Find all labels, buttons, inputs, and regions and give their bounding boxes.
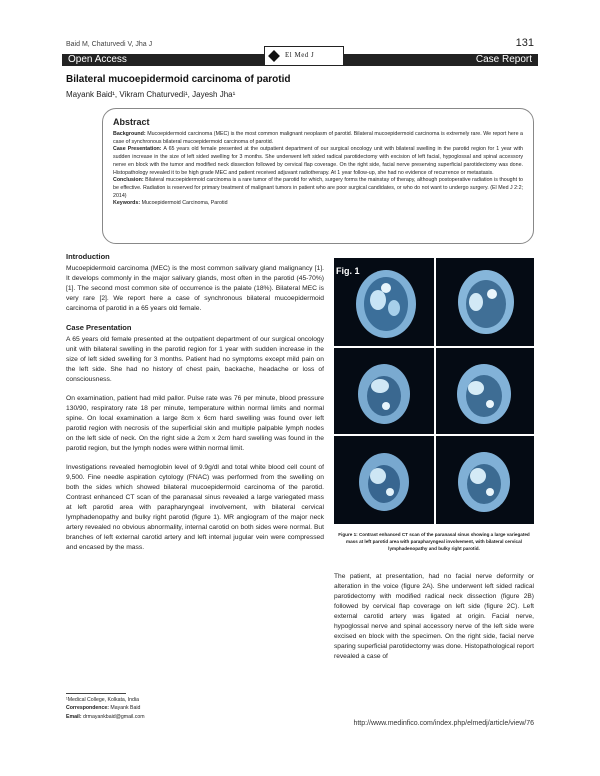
ct-scan-6 [436, 436, 534, 524]
case-paragraph-2: On examination, patient had mild pallor. Pulse rate was 76 per minute, blood pressure 130/90, respiratory rate 18 per minute, temperature within normal limits and normal spine. On local examination a large 8cm x 6cm hard swelling was found over left parotid region with necrosis of the superficial skin and multiple palpable lymph nodes on the left side of neck. On the right side a 2cm x 2cm hard swelling was found in the parotid region, but the lymph nodes were within normal limit. [66, 395, 324, 452]
correspondence-name: Mayank Baid [110, 705, 141, 712]
email-line [66, 713, 145, 721]
abstract-heading: Abstract [113, 117, 150, 127]
correspondence [66, 704, 145, 712]
ct-scan-4 [436, 348, 534, 434]
introduction-heading: Introduction [66, 252, 110, 261]
abstract-background [113, 131, 523, 146]
keywords-label: Keywords: [113, 200, 141, 207]
right-column-text: The patient, at presentation, had no facial nerve deformity or alteration in the voice (figure 2A). She underwent left sided radical parotidectomy with modified radical neck dissection (figure 2B) followed by cervical flap coverage on left side (figure 2C). Left external carotid artery was ligated at origin. Facial nerve, hypoglossal nerve and spinal accessory nerve of the left side were excised en block with the specimen. On the right side, facial nerve sparing superficial parotidectomy was done. Histopathological report revealed a case of [334, 573, 534, 660]
running-head-authors: Baid M, Chaturvedi V, Jha J [66, 41, 153, 48]
figure-caption: Figure 1: Contrast enhanced CT scan of the paranasal sinus showing a large variegated mass at left parotid area with parapharyngeal involvement, with bilateral cervical lymphadenopathy and bulky right parotid. [338, 532, 530, 551]
journal-logo-text: El Med J [285, 51, 315, 59]
case-paragraph-3: Investigations revealed hemoglobin level of 9.9g/dl and total white blood cell count of 9,500. Fine needle aspiration cytology (FNAC) was performed from the swelling on both the sides which showed bilateral mucoepidermoid carcinoma of the parotid. Contrast enhanced CT scan of the paranasal sinus revealed a large variegated mass at left parotid area with parapharyngeal involvement, with bilateral cervical lymphadenopathy and bulky right parotid (figure 1). MR angiogram of the major neck artery revealed no obvious abnormality, internal carotid on both sides were normal. But branches of left external carotid artery and left internal jugular vein were compressed and encased by the mass. [66, 464, 324, 551]
introduction-text: Mucoepidermoid carcinoma (MEC) is the most common salivary gland malignancy [1]. It develops commonly in the major salivary glands, most often in the parotid (45-70%) [1]. The second most common site of occurrence is the palate (18%). Bilateral MEC is very rare [2]. We report here a case of synchronous bilateral mucoepidermoid carcinoma of parotid in a 65 years old female. [66, 265, 324, 312]
background-label: Background: [113, 131, 146, 137]
affiliation: ¹Medical College, Kolkata, India [66, 697, 139, 703]
article-type-label: Case Report [475, 54, 532, 65]
case-paragraph-1: A 65 years old female presented at the outpatient department of our surgical oncology unit with bilateral swelling in the parotid region for 1 year with sudden increase in the size of left sided swelling for 3 months. Patient had no symptoms except mild pain on the left side. She had no history of chest pain, backache, headache or loss of consciousness. [66, 336, 324, 383]
ct-scan-3 [334, 348, 434, 434]
footnote-divider [66, 693, 126, 694]
left-column [66, 252, 324, 562]
conclusion-text: Bilateral mucoepidermoid carcinoma is a rare tumor of the parotid for which, surgery forms the mainstay of therapy, although postoperative radiation is thought to be effective. Radiation is reserved for primary treatment of malignant tumors in patient who are poor surgical candidates, or who do not want to undergo surgery. (El Med J 2:2; 2014) [113, 177, 523, 199]
email-label: Email: [66, 713, 82, 720]
email-address[interactable]: drmayankbaid@gmail.com [83, 713, 145, 720]
correspondence-label: Correspondence: [66, 705, 109, 712]
abstract-conclusion [113, 177, 523, 200]
article-title: Bilateral mucoepidermoid carcinoma of parotid [66, 74, 291, 85]
case-label: Case Presentation: [113, 146, 162, 153]
figure-1 [334, 258, 534, 524]
abstract-keywords [113, 200, 523, 208]
open-access-label: Open Access [68, 54, 127, 65]
journal-logo-icon [268, 50, 280, 62]
journal-logo [264, 46, 344, 66]
abstract-case [113, 146, 523, 177]
case-presentation-heading: Case Presentation [66, 323, 132, 332]
page-number: 131 [515, 37, 534, 49]
figure-label: Fig. 1 [336, 266, 360, 276]
author-list: Mayank Baid¹, Vikram Chaturvedi¹, Jayesh Jha¹ [66, 90, 236, 99]
footer-url[interactable]: http://www.medinfico.com/index.php/elmedj/article/view/76 [353, 720, 534, 727]
right-column [334, 572, 534, 662]
ct-scan-5 [334, 436, 434, 524]
conclusion-label: Conclusion: [113, 177, 144, 184]
keywords-text: Mucoepidermoid Carcinoma, Parotid [141, 200, 228, 207]
footnotes [66, 696, 145, 721]
abstract-box [102, 108, 534, 244]
case-text: A 65 years old female presented at the outpatient department of our surgical oncology unit with bilateral swelling in the parotid region for 1 year with sudden increase in the size of left sided swelling for 3 months. She underwent left sided radical parotidectomy with excision of left facial, hypoglossal and spinal accessory nerve en block with the tumor and modified neck dissection followed by cervical flap coverage. On the right side, facial nerve preserving superficial parotidectomy was done. Histopathology revealed it to be high grade MEC and patient received adjuvant radiotherapy. At 1 year follow-up, she had no evidence of recurrence or metastasis. [113, 146, 524, 176]
background-text: Mucoepidermoid carcinoma (MEC) is the most common malignant neoplasm of parotid. Bilateral mucoepidermoid carcinoma is extremely rare. We report here a case of synchronous bilateral mucoepidermoid carcinoma of parotid. [113, 131, 523, 145]
ct-scan-2 [436, 258, 534, 346]
